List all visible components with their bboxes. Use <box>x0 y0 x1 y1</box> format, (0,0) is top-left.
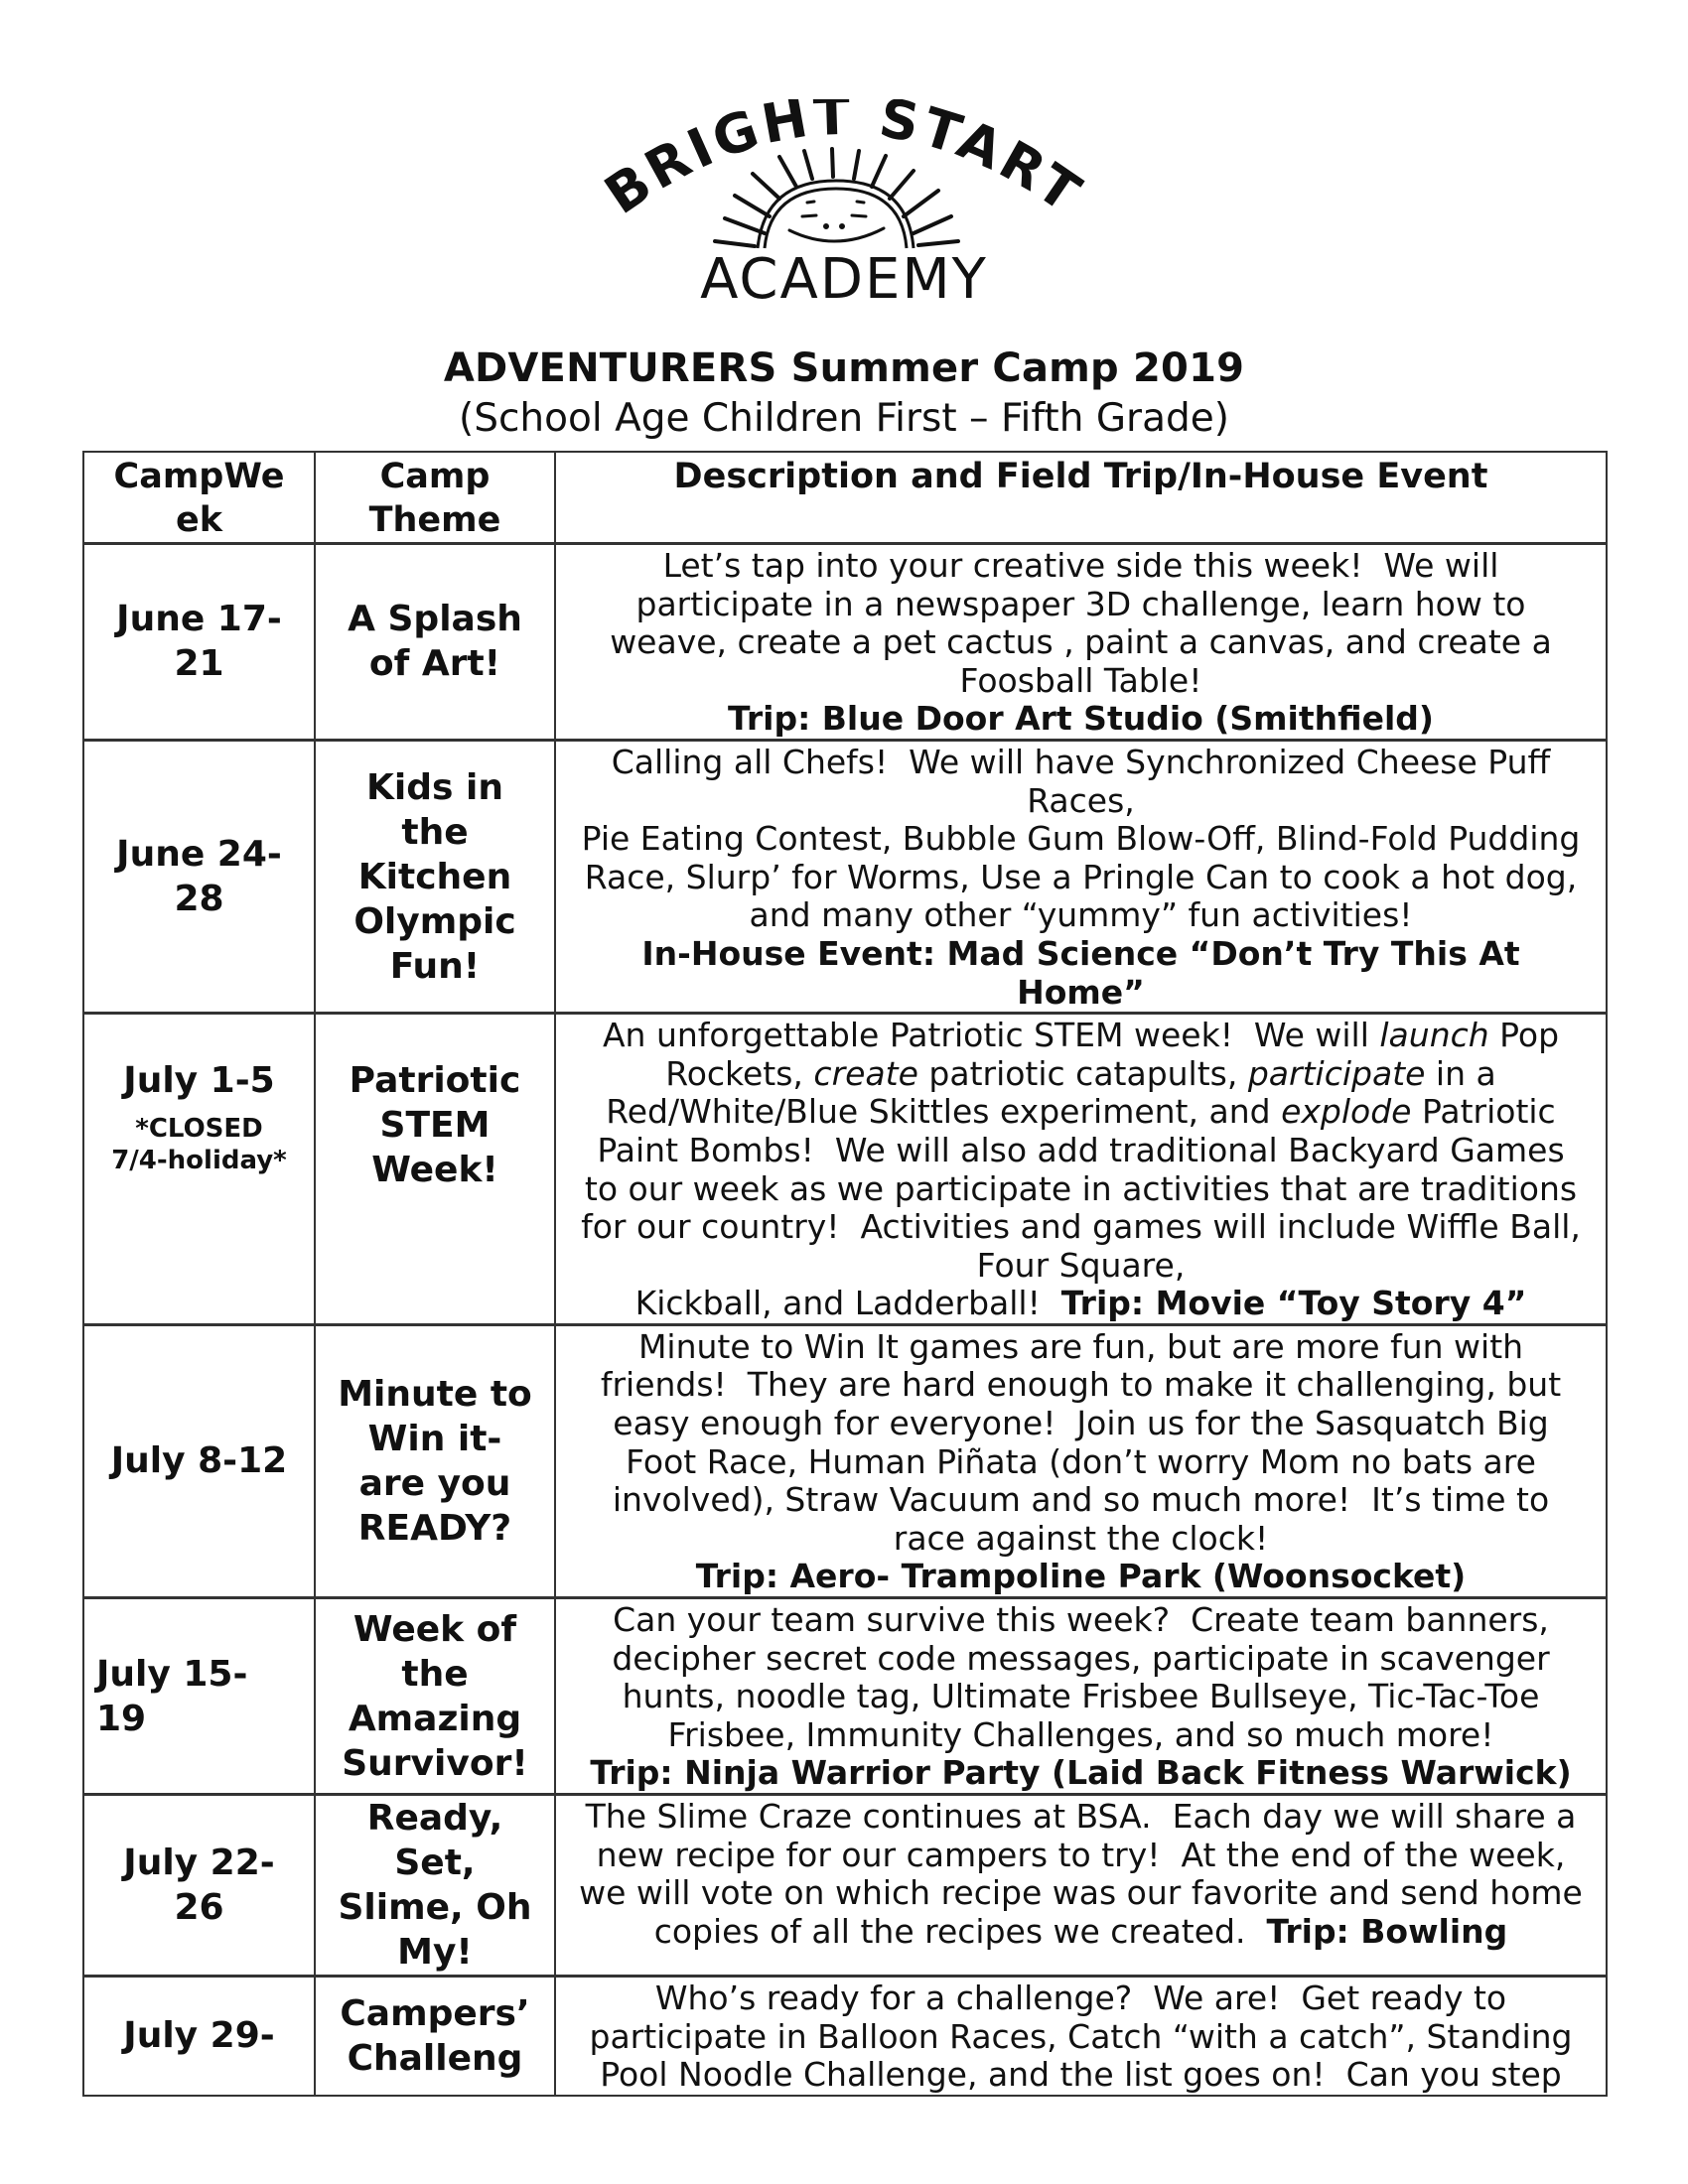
camp-theme-text: Olympic <box>353 900 516 942</box>
camp-theme-cell <box>315 1977 555 2096</box>
description-line: participate in a newspaper 3D challenge, learn how to <box>635 584 1526 623</box>
bright-start-academy-logo <box>576 99 1112 308</box>
description-line: Foosball Table! <box>959 660 1202 700</box>
description-cell <box>555 1795 1607 1977</box>
description-cell <box>555 1014 1607 1325</box>
description-text: Rockets, <box>665 1053 814 1093</box>
logo-line1: BRIGHT START <box>593 99 1095 227</box>
description-text: to our week as we participate in activities that are traditions <box>584 1168 1578 1208</box>
camp-theme-text: A Splash <box>348 599 522 640</box>
camp-theme-cell <box>315 544 555 741</box>
description-line: weave, create a pet cactus , paint a canvas, and create a <box>610 622 1552 662</box>
camp-theme-text: Patriotic <box>349 1060 521 1102</box>
description-line: Races, <box>1027 780 1135 820</box>
description-line: Calling all Chefs! We will have Synchronized Cheese Puff <box>611 742 1551 781</box>
description-text: copies of all the recipes we created. <box>653 1911 1267 1951</box>
description-text: An unforgettable Patriotic STEM week! We will <box>602 1016 1380 1055</box>
camp-week-cell <box>83 544 315 741</box>
camp-week-cell <box>83 1795 315 1977</box>
closed-note <box>84 1113 314 1176</box>
description-line: race against the clock! <box>893 1518 1269 1558</box>
trip-line: Trip: Blue Door Art Studio (Smithfield) <box>728 699 1434 739</box>
emphasis-text: participate <box>1247 1053 1426 1093</box>
description-text: Patriotic <box>1411 1092 1556 1132</box>
description-line: friends! They are hard enough to make it challenging, but <box>600 1365 1562 1405</box>
description-line: and many other “yummy” fun activities! <box>749 895 1413 935</box>
description-text: new recipe for our campers to try! At the end of the week, <box>596 1835 1566 1874</box>
description-line: Can your team survive this week? Create team banners, <box>613 1600 1549 1640</box>
camp-theme-text: Set, <box>394 1843 476 1883</box>
camp-theme-text: Kids in <box>366 766 503 808</box>
camp-theme-text: Ready, <box>366 1798 503 1839</box>
camp-theme-text: Kitchen <box>357 856 512 897</box>
description-cell <box>555 544 1607 741</box>
description-line <box>566 1170 1596 1209</box>
description-text: patriotic catapults, <box>917 1053 1248 1093</box>
camp-theme-text: Amazing <box>348 1698 522 1739</box>
emphasis-text: explode <box>1281 1092 1412 1132</box>
trip-line: Home” <box>1017 972 1145 1012</box>
camp-week-text: July 15- <box>96 1653 248 1695</box>
camp-week-cell <box>83 1324 315 1597</box>
description-line <box>566 1132 1596 1170</box>
camp-theme-text: Week! <box>371 1150 498 1191</box>
camp-theme-cell <box>315 1324 555 1597</box>
description-text: for our country! Activities and games will include Wiffle Ball, <box>581 1207 1581 1247</box>
camp-theme-text: Challeng <box>347 2037 523 2079</box>
description-line <box>566 1247 1596 1286</box>
description-line: easy enough for everyone! Join us for the Sasquatch Big <box>613 1404 1549 1443</box>
description-line <box>566 1913 1596 1952</box>
camp-theme-text: are you <box>358 1462 511 1504</box>
description-line <box>566 1055 1596 1094</box>
description-line <box>566 1285 1596 1323</box>
logo-line2: ACADEMY <box>700 247 988 308</box>
camp-week-text: July 8-12 <box>110 1440 288 1482</box>
trip-text: Trip: Movie “Toy Story 4” <box>1060 1284 1527 1323</box>
camp-week-cell <box>83 1014 315 1325</box>
camp-theme-cell <box>315 1795 555 1977</box>
camp-theme-text: the <box>401 1653 469 1695</box>
description-line: Race, Slurp’ for Worms, Use a Pringle Can to cook a hot dog, <box>584 857 1578 896</box>
camp-week-cell <box>83 1598 315 1795</box>
description-line: Frisbee, Immunity Challenges, and so much more! <box>667 1714 1494 1754</box>
camp-theme-text: Week of <box>352 1608 517 1650</box>
table-row <box>83 1014 1607 1325</box>
description-text: Pop <box>1488 1016 1560 1055</box>
camp-theme-text: Survivor! <box>342 1742 528 1784</box>
closed-note-text: 7/4-holiday* <box>111 1146 287 1176</box>
camp-week-text: 28 <box>174 879 224 920</box>
table-row <box>83 1598 1607 1795</box>
closed-note-text: *CLOSED <box>135 1114 263 1145</box>
description-cell <box>555 1324 1607 1597</box>
emphasis-text: create <box>813 1053 918 1093</box>
description-line: Pie Eating Contest, Bubble Gum Blow-Off, Blind-Fold Pudding <box>581 819 1581 859</box>
camp-theme-text: Minute to <box>338 1373 532 1415</box>
table-row <box>83 1977 1607 2096</box>
page-title: ADVENTURERS Summer Camp 2019 <box>443 345 1245 391</box>
camp-theme-text: of Art! <box>368 643 501 685</box>
camp-theme-text: Campers’ <box>340 1992 530 2034</box>
camp-theme-text: Slime, Oh <box>338 1887 532 1928</box>
description-line <box>566 1798 1596 1837</box>
camp-week-text: June 24- <box>116 834 282 876</box>
smiling-sun-icon <box>576 99 1112 308</box>
camp-week-text: 19 <box>96 1698 147 1739</box>
camp-theme-text: Win it- <box>367 1418 502 1459</box>
table-row <box>83 1795 1607 1977</box>
camp-theme-cell <box>315 740 555 1013</box>
description-cell <box>555 1977 1607 2096</box>
camp-theme-text: Fun! <box>389 945 481 987</box>
camp-week-text: 26 <box>174 1887 224 1928</box>
description-line <box>566 1017 1596 1055</box>
description-cell <box>555 740 1607 1013</box>
emphasis-text: launch <box>1379 1016 1489 1055</box>
description-line: Let’s tap into your creative side this week! We will <box>662 546 1499 585</box>
description-line: hunts, noodle tag, Ultimate Frisbee Bullseye, Tic-Tac-Toe <box>622 1677 1540 1716</box>
camp-theme-cell <box>315 1014 555 1325</box>
camp-week-text: July 22- <box>123 1843 275 1883</box>
description-text: Four Square, <box>976 1245 1186 1285</box>
description-text: Red/White/Blue Skittles experiment, and <box>606 1092 1282 1132</box>
description-text: Kickball, and Ladderball! <box>634 1284 1061 1323</box>
description-text: in a <box>1425 1053 1496 1093</box>
trip-text: Trip: Bowling <box>1266 1911 1508 1951</box>
header-camp-week: CampWe ek <box>83 452 315 544</box>
camp-week-cell <box>83 1977 315 2096</box>
description-line <box>566 1837 1596 1875</box>
description-text: The Slime Craze continues at BSA. Each day we will share a <box>585 1797 1577 1836</box>
camp-theme-text: READY? <box>357 1507 512 1549</box>
description-cell <box>555 1598 1607 1795</box>
trip-line: Trip: Aero- Trampoline Park (Woonsocket) <box>695 1557 1467 1596</box>
description-line <box>566 1874 1596 1913</box>
camp-week-text: June 17- <box>116 599 282 640</box>
svg-text:BRIGHT START <box>594 99 1094 226</box>
camp-week-text: July 1-5 <box>123 1060 275 1102</box>
description-line: Pool Noodle Challenge, and the list goes on! Can you step <box>600 2055 1562 2095</box>
table-header-row <box>83 452 1607 544</box>
description-line: participate in Balloon Races, Catch “with a catch”, Standing <box>589 2016 1573 2056</box>
table-row <box>83 1324 1607 1597</box>
camp-theme-text: STEM <box>379 1105 491 1147</box>
camp-theme-text: My! <box>397 1932 473 1973</box>
header-description: Description and Field Trip/In-House Event <box>555 452 1607 544</box>
camp-week-text: July 29- <box>123 2015 275 2057</box>
header-camp-theme: Camp Theme <box>315 452 555 544</box>
table-row <box>83 740 1607 1013</box>
trip-line: In-House Event: Mad Science “Don’t Try This At <box>641 933 1520 973</box>
description-line: Minute to Win It games are fun, but are more fun with <box>637 1326 1524 1366</box>
description-line: decipher secret code messages, participate in scavenger <box>612 1638 1550 1678</box>
description-line: involved), Straw Vacuum and so much more! It’s time to <box>612 1480 1550 1520</box>
camp-week-text: 21 <box>174 643 224 685</box>
description-line: Foot Race, Human Piñata (don’t worry Mom no bats are <box>626 1441 1536 1481</box>
description-text: we will vote on which recipe was our favorite and send home <box>579 1873 1583 1913</box>
camp-schedule-table <box>82 451 1608 2097</box>
page-subtitle: (School Age Children First – Fifth Grade) <box>459 396 1229 441</box>
camp-theme-cell <box>315 1598 555 1795</box>
description-line <box>566 1208 1596 1247</box>
camp-theme-text: the <box>401 811 469 853</box>
description-line: Who’s ready for a challenge? We are! Get ready to <box>654 1979 1507 2017</box>
camp-week-cell <box>83 740 315 1013</box>
table-row <box>83 544 1607 741</box>
description-text: Paint Bombs! We will also add traditional Backyard Games <box>597 1130 1565 1169</box>
trip-line: Trip: Ninja Warrior Party (Laid Back Fitness Warwick) <box>590 1753 1572 1793</box>
description-line <box>566 1093 1596 1132</box>
